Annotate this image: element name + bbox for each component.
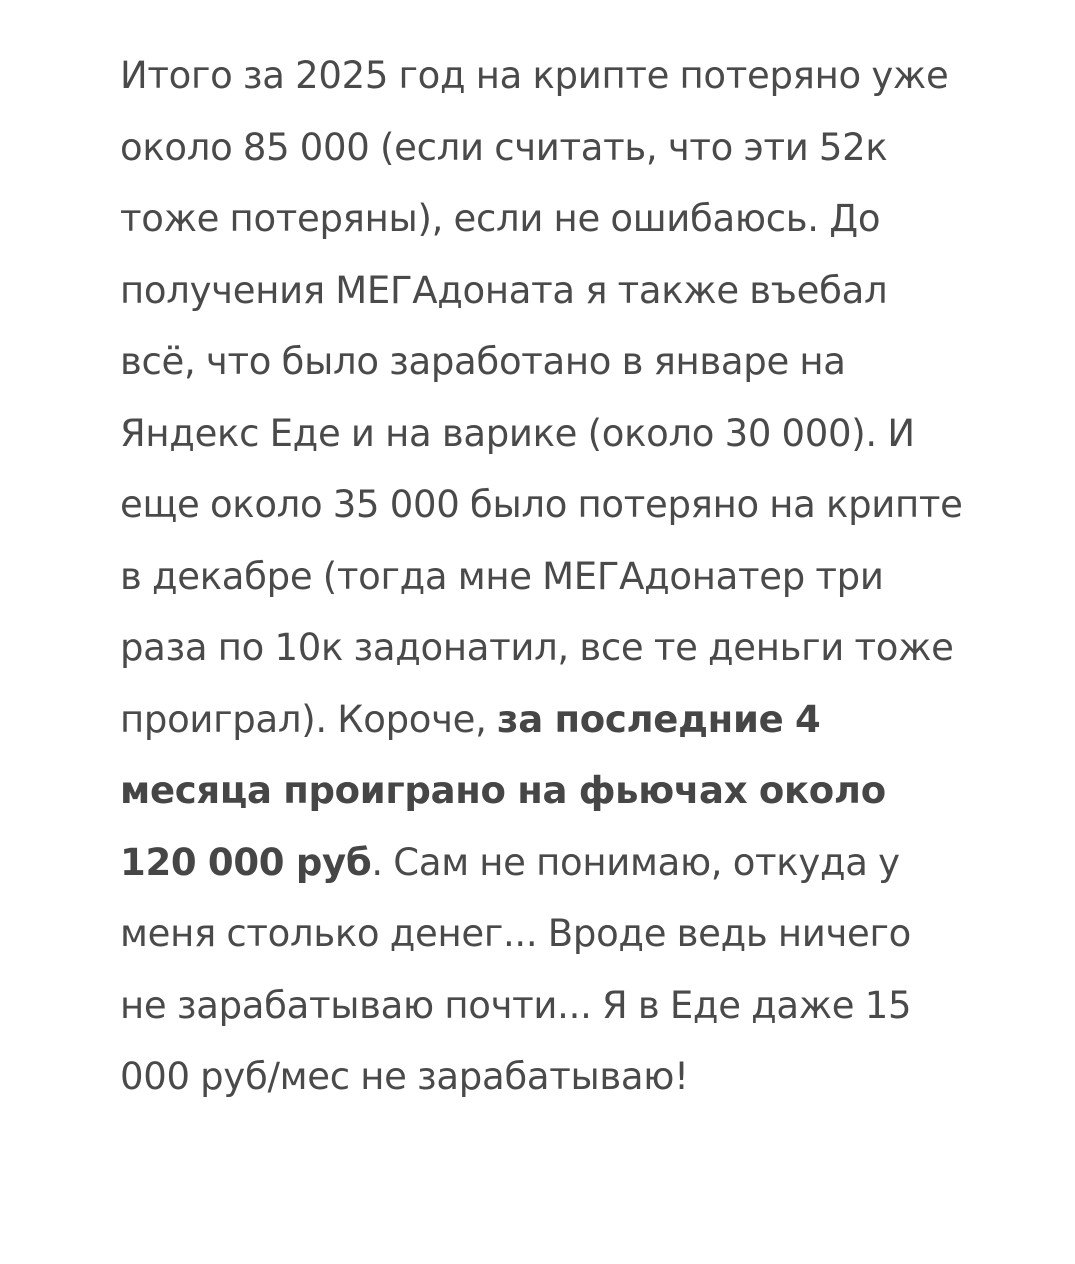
paragraph-bold-highlight: за последние 4 месяца проиграно на фьючах около 120 000 руб: [120, 697, 886, 884]
article-paragraph: [120, 40, 965, 1113]
article-body: [120, 40, 965, 1113]
paragraph-text-start: Итого за 2025 год на крипте потеряно уже около 85 000 (если считать, что эти 52к тоже потеряны), если не ошибаюсь. До получения МЕГАдоната я также въебал всё, что было заработано в январе на Яндекс Еде и на варике (около 30 000). И еще около 35 000 было потеряно на крипте в декабре (тогда мне МЕГАдонатер три раза по 10к задонатил, все те деньги тоже проиграл). Короче,: [120, 54, 963, 741]
paragraph-text-end: . Сам не понимаю, откуда у меня столько денег... Вроде ведь ничего не зарабатываю почти... Я в Еде даже 15 000 руб/мес не зарабатываю!: [120, 840, 912, 1098]
